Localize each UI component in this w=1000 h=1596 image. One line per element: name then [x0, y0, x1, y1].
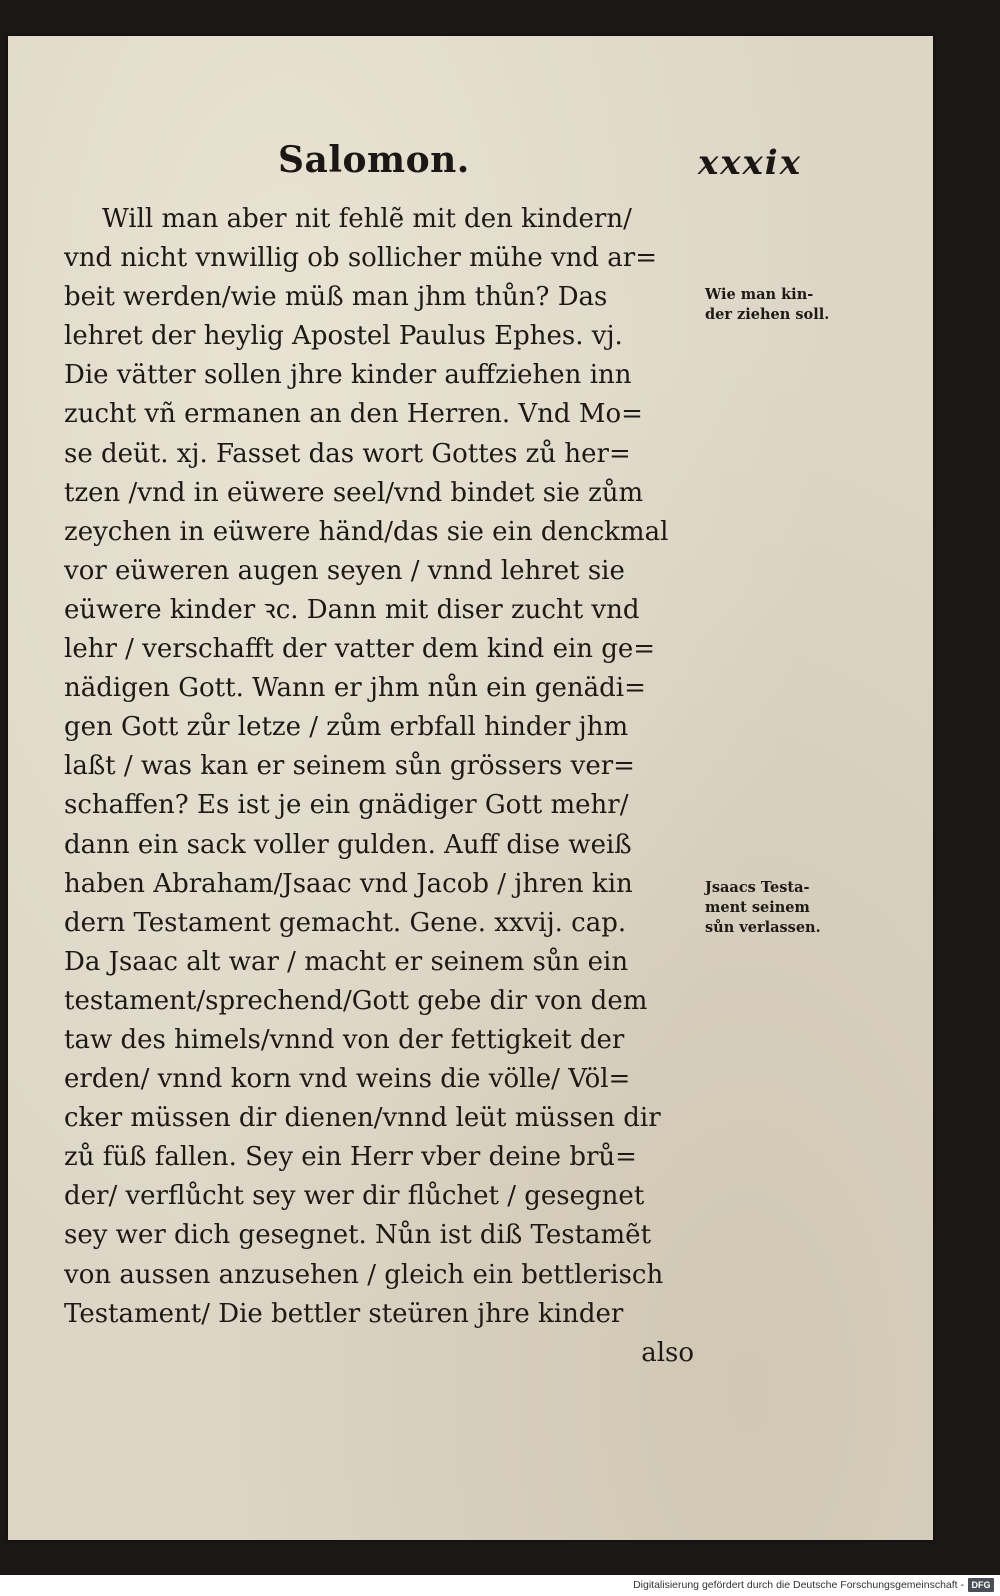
text-line: sey wer dich gesegnet. Nůn ist diß Testamẽt — [64, 1220, 652, 1251]
margin-note-line: der ziehen soll. — [705, 306, 830, 323]
text-line: von aussen anzusehen / gleich ein bettlerisch — [64, 1259, 664, 1290]
text-line: gen Gott zůr letze / zům erbfall hinder jhm — [64, 712, 629, 743]
folio-number: xxxix — [698, 143, 802, 183]
margin-note-line: sůn verlassen. — [705, 919, 821, 936]
text-line: Will man aber nit fehlẽ mit den kindern/ — [102, 204, 632, 234]
main-text-block — [64, 200, 704, 1373]
text-line: taw des himels/vnnd von der fettigkeit der — [64, 1024, 625, 1055]
text-line: Testament/ Die bettler steüren jhre kinder — [64, 1298, 624, 1329]
text-line: zucht vñ ermanen an den Herren. Vnd Mo= — [64, 399, 643, 430]
text-line: nädigen Gott. Wann er jhm nůn ein genädi= — [64, 673, 646, 704]
text-line: erden/ vnnd korn vnd weins die völle/ Völ= — [64, 1064, 631, 1095]
text-line: beit werden/wie müß man jhm thůn? Das — [64, 282, 608, 313]
margin-note-child-rearing — [705, 285, 880, 325]
margin-note-isaac-testament — [705, 878, 880, 938]
text-line: der/ verflůcht sey wer dir flůchet / gesegnet — [64, 1181, 645, 1212]
dfg-logo: DFG — [968, 1578, 994, 1592]
text-line: dern Testament gemacht. Gene. xxvij. cap. — [64, 907, 627, 938]
catchword: also — [641, 1337, 694, 1368]
text-line: vor eüweren augen seyen / vnnd lehret sie — [64, 555, 625, 586]
text-line: zů füß fallen. Sey ein Herr vber deine brů= — [64, 1142, 637, 1173]
text-line: lehret der heylig Apostel Paulus Ephes. vj. — [64, 321, 623, 352]
running-title: Salomon. — [278, 139, 470, 181]
text-line: testament/sprechend/Gott gebe dir von dem — [64, 985, 648, 1016]
text-line: haben Abraham/Jsaac vnd Jacob / jhren kin — [64, 868, 633, 899]
text-line: Da Jsaac alt war / macht er seinem sůn ein — [64, 946, 629, 977]
text-line: tzen /vnd in eüwere seel/vnd bindet sie zům — [64, 477, 644, 508]
text-line: laßt / was kan er seinem sůn grössers ver= — [64, 751, 635, 782]
margin-note-line: ment seinem — [705, 899, 810, 916]
text-line: eüwere kinder ꝛc. Dann mit diser zucht vnd — [64, 594, 640, 625]
text-line: Die vätter sollen jhre kinder auffziehen inn — [64, 360, 632, 391]
text-line: lehr / verschafft der vatter dem kind ein ge= — [64, 634, 656, 665]
margin-note-line: Jsaacs Testa- — [705, 879, 810, 896]
margin-note-line: Wie man kin- — [705, 286, 814, 303]
funding-credit: Digitalisierung gefördert durch die Deutsche Forschungsgemeinschaft - — [633, 1579, 964, 1591]
page-header — [8, 139, 933, 195]
text-line: schaffen? Es ist je ein gnädiger Gott mehr/ — [64, 790, 629, 821]
text-line: zeychen in eüwere händ/das sie ein denckmal — [64, 516, 669, 547]
text-line: dann ein sack voller gulden. Auff dise weiß — [64, 829, 632, 860]
text-line: vnd nicht vnwillig ob sollicher mühe vnd ar= — [64, 243, 658, 274]
book-page — [8, 36, 933, 1540]
digitization-footer — [0, 1575, 1000, 1596]
text-line: se deüt. xj. Fasset das wort Gottes zů her= — [64, 438, 631, 469]
text-line: cker müssen dir dienen/vnnd leüt müssen dir — [64, 1103, 661, 1134]
